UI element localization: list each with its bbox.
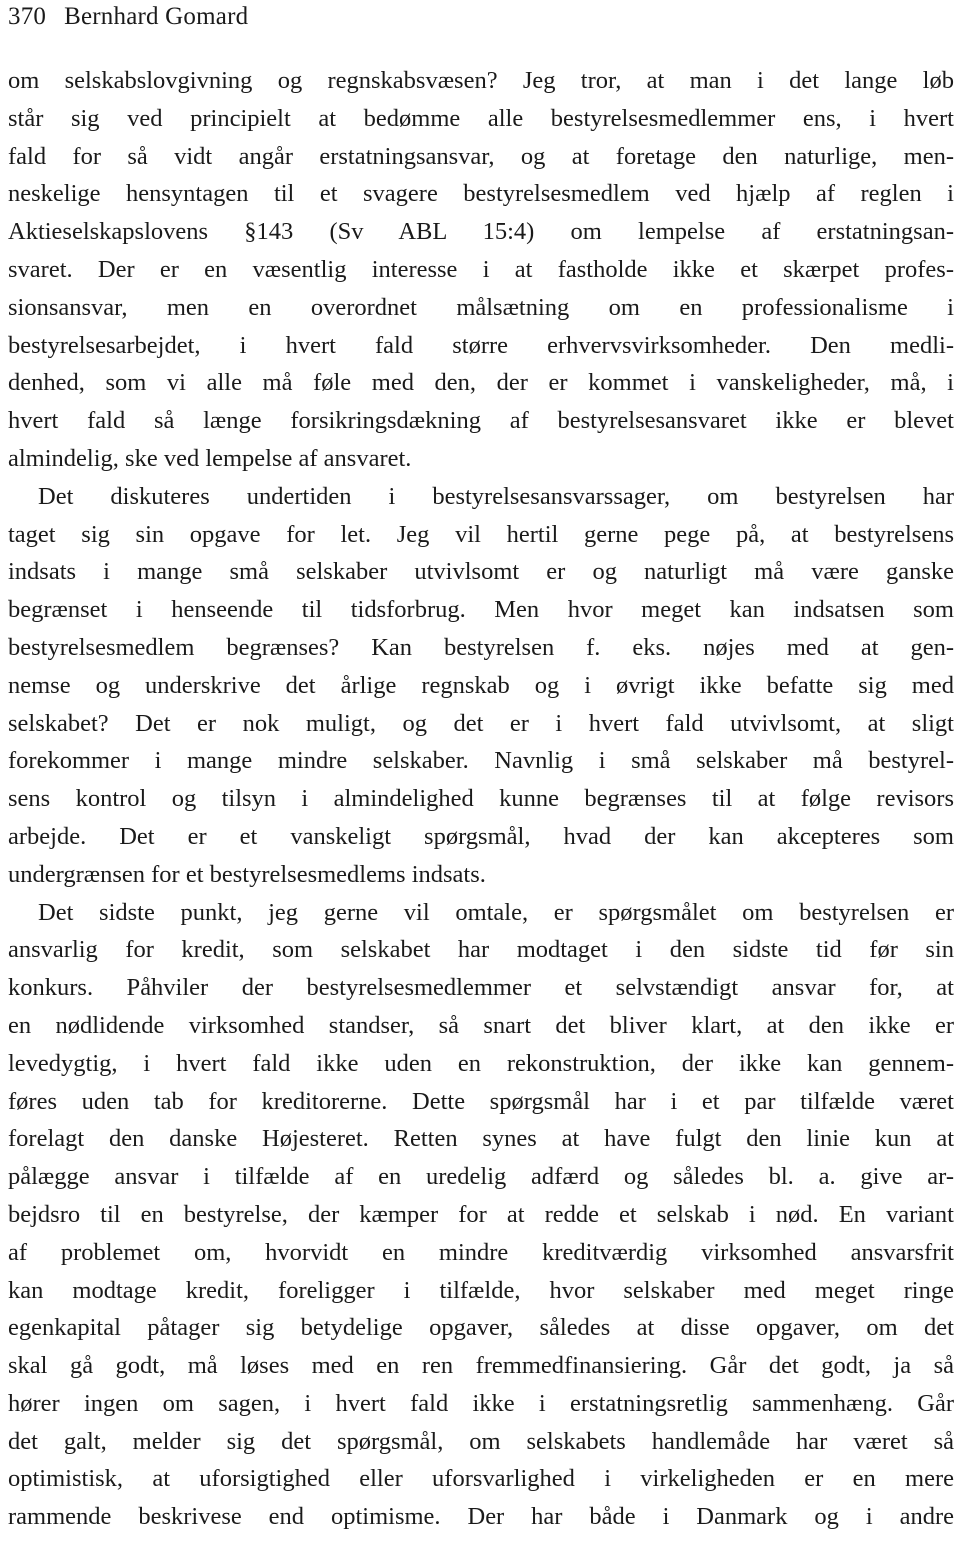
author-name: Bernhard Gomard xyxy=(64,3,249,30)
text-line: føres uden tab for kreditorerne. Dette spørgsmål har i et par tilfælde været xyxy=(8,1087,954,1115)
text-line: sionsansvar, men en overordnet målsætning om en professionalisme i xyxy=(8,293,954,321)
text-line: rammende beskrivese end optimisme. Der har både i Danmark og i andre xyxy=(8,1503,954,1531)
text-line: det galt, melder sig det spørgsmål, om selskabets handlemåde har været så xyxy=(8,1427,954,1455)
text-line: konkurs. Påhviler der bestyrelsesmedlemmer et selvstændigt ansvar for, at xyxy=(8,974,954,1002)
text-line: af problemet om, hvorvidt en mindre kreditværdig virksomhed ansvarsfrit xyxy=(8,1238,954,1266)
text-line: om selskabslovgivning og regnskabsvæsen? Jeg tror, at man i det lange løb xyxy=(8,67,954,94)
text-line: hvert fald så længe forsikringsdækning af bestyrelsesansvaret ikke er blevet xyxy=(8,407,954,435)
text-line: pålægge ansvar i tilfælde af en uredelig adfærd og således bl. a. give ar- xyxy=(8,1163,954,1191)
text-line: forelagt den danske Højesteret. Retten synes at have fulgt den linie kun at xyxy=(8,1125,954,1153)
text-line: selskabet? Det er nok muligt, og det er i hvert fald utvivlsomt, at sligt xyxy=(8,709,954,737)
text-line: egenkapital påtager sig betydelige opgaver, således at disse opgaver, om det xyxy=(8,1314,954,1342)
text-line: undergrænsen for et bestyrelsesmedlems indsats. xyxy=(8,860,486,888)
text-line: Aktieselskapslovens §143 (Sv ABL 15:4) om lempelse af erstatningsan- xyxy=(8,218,954,246)
text-line: begrænset i henseende til tidsforbrug. Men hvor meget kan indsatsen som xyxy=(8,596,954,624)
text-line: skal gå godt, må løses med en ren fremmedfinansiering. Går det godt, ja så xyxy=(8,1352,954,1380)
text-line: bestyrelsesarbejdet, i hvert fald større erhvervsvirksomheder. Den medli- xyxy=(8,331,954,359)
text-line: neskelige hensyntagen til et svagere bestyrelsesmedlem ved hjælp af reglen i xyxy=(8,180,954,208)
text-line: levedygtig, i hvert fald ikke uden en rekonstruktion, der ikke kan gennem- xyxy=(8,1049,954,1077)
text-line: bestyrelsesmedlem begrænses? Kan bestyrelsen f. eks. nøjes med at gen- xyxy=(8,633,954,661)
running-header xyxy=(8,0,248,34)
text-line: arbejde. Det er et vanskeligt spørgsmål, hvad der kan akcepteres som xyxy=(8,822,954,850)
text-line: kan modtage kredit, foreligger i tilfælde, hvor selskaber med meget ringe xyxy=(8,1276,954,1304)
text-line: ansvarlig for kredit, som selskabet har modtaget i den sidste tid før sin xyxy=(8,936,954,964)
body-text xyxy=(8,62,954,1536)
text-line: står sig ved principielt at bedømme alle bestyrelsesmedlemmer ens, i hvert xyxy=(8,104,954,132)
text-line: hører ingen om sagen, i hvert fald ikke i erstatningsretlig sammenhæng. Går xyxy=(8,1389,954,1417)
text-line: Det diskuteres undertiden i bestyrelsesansvarssager, om bestyrelsen har xyxy=(38,482,954,510)
text-line: svaret. Der er en væsentlig interesse i at fastholde ikke et skærpet profes- xyxy=(8,255,954,283)
text-line: optimistisk, at uforsigtighed eller uforsvarlighed i virkeligheden er en mere xyxy=(8,1465,954,1493)
page-number: 370 xyxy=(8,3,47,30)
text-line: Det sidste punkt, jeg gerne vil omtale, er spørgsmålet om bestyrelsen er xyxy=(38,898,954,926)
text-line: fald for så vidt angår erstatningsansvar, og at foretage den naturlige, men- xyxy=(8,142,954,170)
text-line: sens kontrol og tilsyn i almindelighed kunne begrænses til at følge revisors xyxy=(8,785,954,813)
text-line: forekommer i mange mindre selskaber. Navnlig i små selskaber må bestyrel- xyxy=(8,747,954,775)
text-line: almindelig, ske ved lempelse af ansvaret. xyxy=(8,444,412,472)
text-line: denhed, som vi alle må føle med den, der er kommet i vanskeligheder, må, i xyxy=(8,369,954,397)
text-line: bejdsro til en bestyrelse, der kæmper for at redde et selskab i nød. En variant xyxy=(8,1200,954,1228)
text-line: indsats i mange små selskaber utvivlsomt er og naturligt må være ganske xyxy=(8,558,954,586)
text-line: taget sig sin opgave for let. Jeg vil hertil gerne pege på, at bestyrelsens xyxy=(8,520,954,548)
text-line: nemse og underskrive det årlige regnskab og i øvrigt ikke befatte sig med xyxy=(8,671,954,699)
text-line: en nødlidende virksomhed standser, så snart det bliver klart, at den ikke er xyxy=(8,1011,954,1039)
